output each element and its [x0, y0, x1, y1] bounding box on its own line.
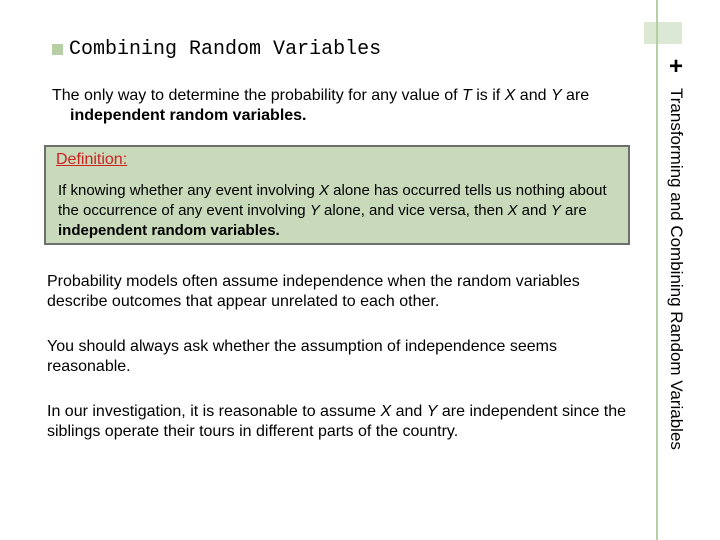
- intro-part: is if: [471, 87, 505, 104]
- def-part: are: [560, 202, 587, 219]
- slide-title: [52, 38, 381, 61]
- def-part: alone, and vice versa, then: [319, 202, 508, 219]
- plus-mark: +: [669, 53, 684, 80]
- definition-title: Definition:: [56, 151, 128, 168]
- intro-text: [52, 86, 642, 126]
- var-T: T: [462, 87, 472, 104]
- var-Y: Y: [550, 202, 561, 219]
- var-X: X: [318, 182, 329, 199]
- var-X: X: [380, 403, 392, 420]
- vertical-chapter-title: Transforming and Combining Random Variables: [667, 88, 686, 450]
- intro-part: and: [515, 87, 551, 104]
- definition-box: [44, 145, 630, 245]
- paragraph-probability-models: Probability models often assume independence when the random variables describe outcomes that appear unrelated to each other.: [47, 273, 580, 310]
- p3-part: and: [391, 403, 427, 420]
- vertical-rule: [656, 0, 658, 540]
- paragraph-assumption: You should always ask whether the assumption of independence seems reasonable.: [47, 338, 557, 375]
- def-bold-term: independent random variables.: [58, 222, 280, 239]
- var-X: X: [504, 87, 516, 104]
- def-part: alone has occurred tells us nothing about the occurrence of any event involving: [58, 182, 607, 219]
- def-part: If knowing whether any event involving: [58, 182, 319, 199]
- top-decoration: [644, 22, 682, 44]
- title-lead: Combining: [69, 38, 178, 61]
- var-Y: Y: [309, 202, 320, 219]
- title-rest: Random Variables: [189, 38, 382, 61]
- intro-paragraph: [52, 86, 642, 126]
- intro-part: The only way to determine the probability for any value of: [52, 87, 462, 104]
- var-Y: Y: [426, 403, 438, 420]
- var-Y: Y: [550, 87, 562, 104]
- p3-part: are independent since the siblings operate their tours in different parts of the country.: [47, 403, 627, 440]
- definition-body: [58, 181, 618, 241]
- paragraph-investigation: [47, 402, 637, 442]
- bullet-square-icon: [52, 44, 63, 55]
- intro-part: are: [561, 87, 590, 104]
- def-part: and: [517, 202, 551, 219]
- p3-part: In our investigation, it is reasonable to assume: [47, 403, 381, 420]
- var-X: X: [507, 202, 518, 219]
- intro-bold-term: independent random variables.: [70, 107, 307, 124]
